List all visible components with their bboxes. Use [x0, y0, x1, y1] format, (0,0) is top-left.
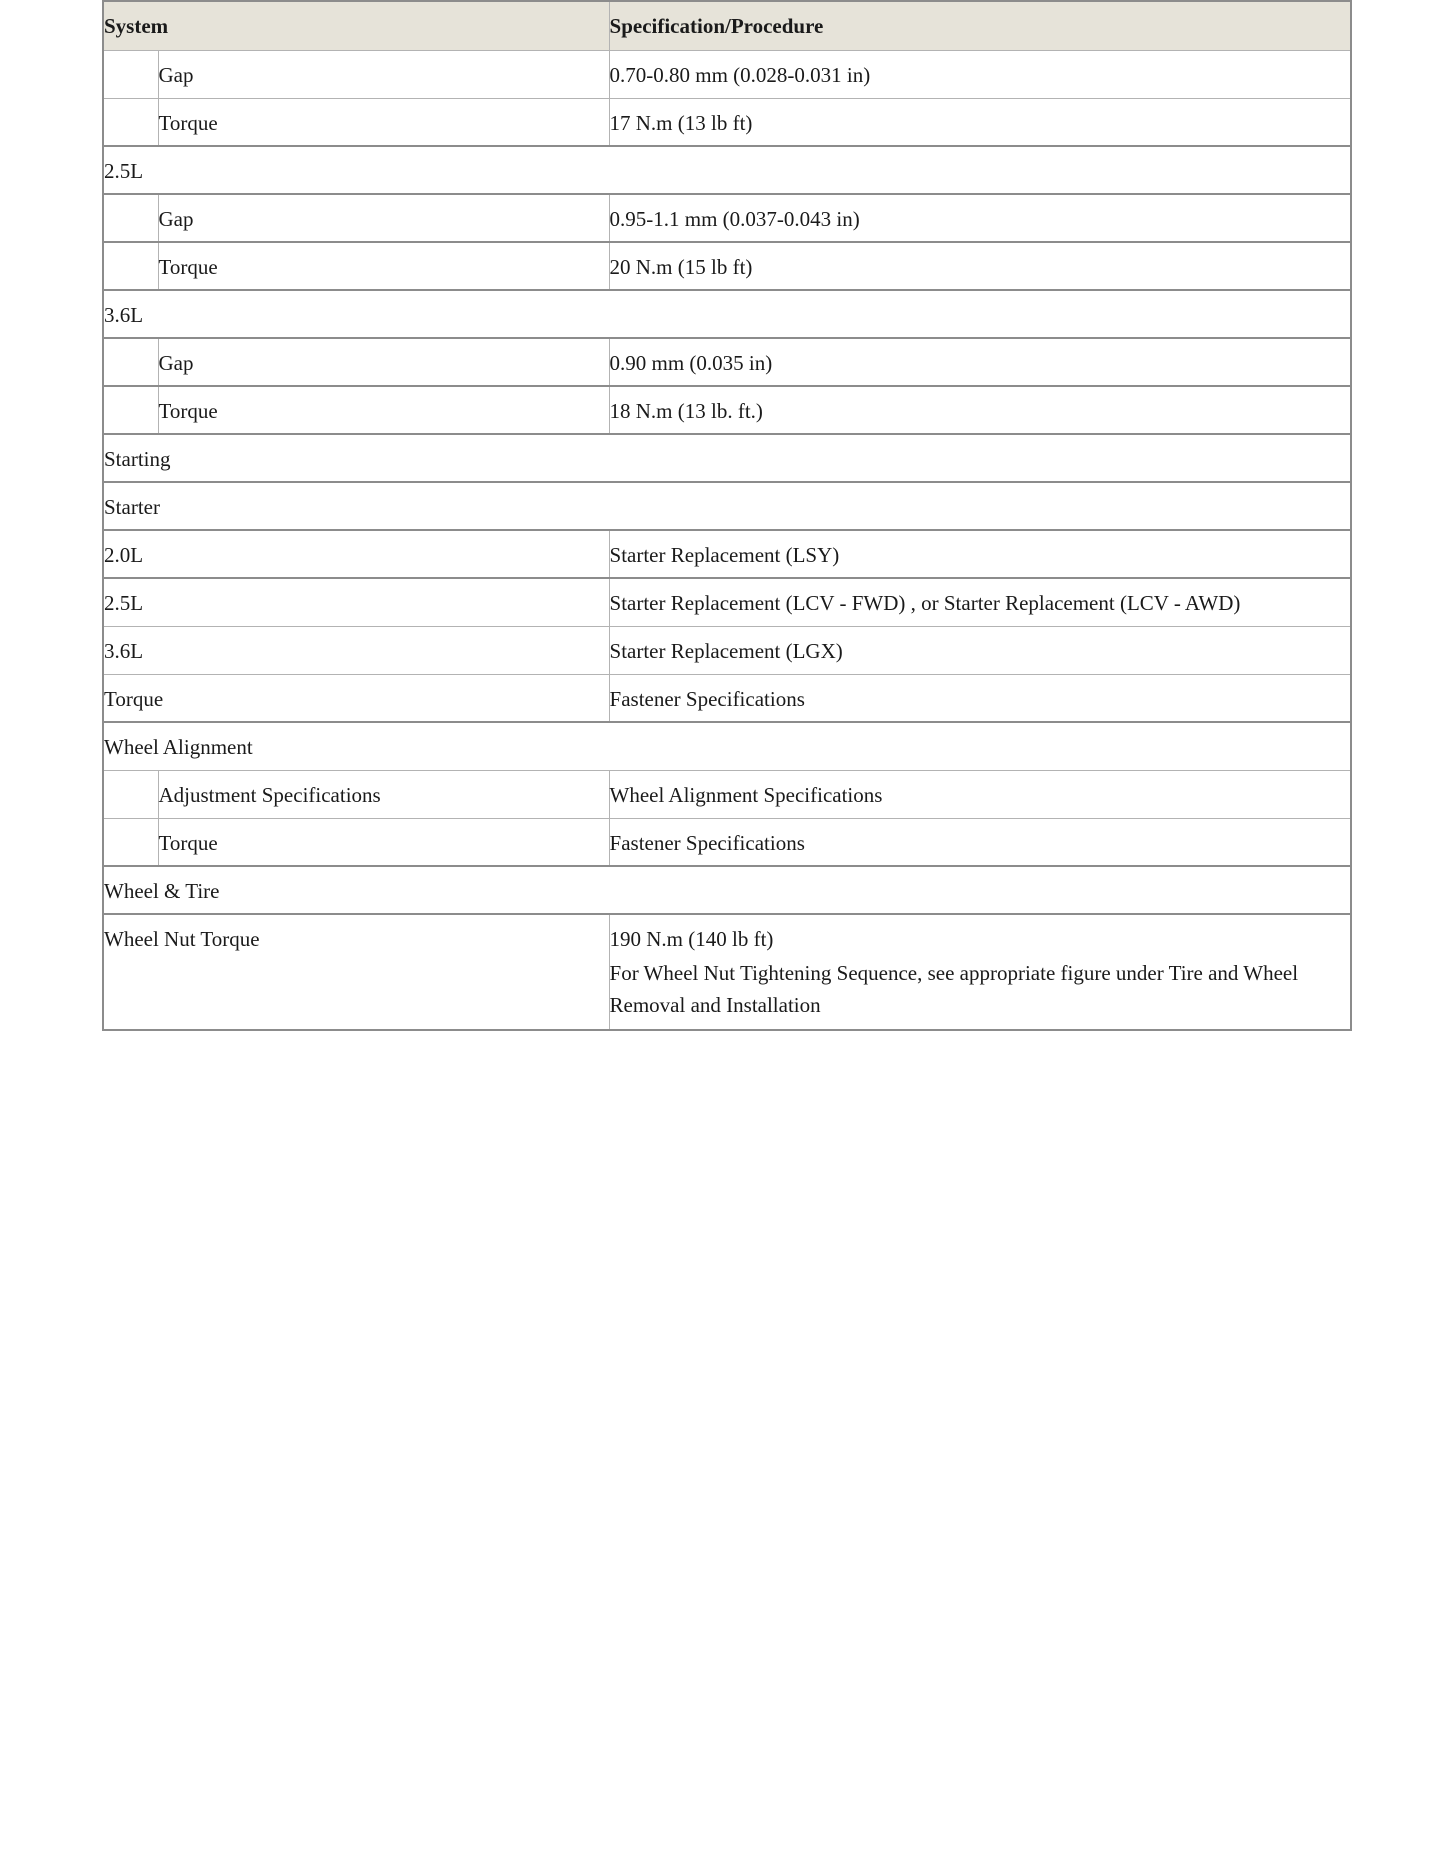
row-label: Gap — [158, 194, 609, 242]
header-system: System — [103, 1, 609, 50]
table-row — [103, 242, 1351, 290]
table-row — [103, 770, 1351, 818]
group-row-2-5l — [103, 146, 1351, 194]
row-value: 18 N.m (13 lb. ft.) — [609, 386, 1351, 434]
row-value: 0.70-0.80 mm (0.028-0.031 in) — [609, 50, 1351, 98]
section-row-wheel-alignment — [103, 722, 1351, 770]
row-value: Starter Replacement (LCV - FWD) , or Starter Replacement (LCV - AWD) — [609, 578, 1351, 626]
indent-cell — [103, 242, 158, 290]
row-label: Adjustment Specifications — [158, 770, 609, 818]
group-label: 2.5L — [103, 146, 1351, 194]
row-label: Torque — [103, 674, 609, 722]
table-row — [103, 674, 1351, 722]
table-row — [103, 530, 1351, 578]
row-label: Wheel Nut Torque — [103, 914, 609, 1030]
indent-cell — [103, 386, 158, 434]
table-row — [103, 386, 1351, 434]
row-value: 17 N.m (13 lb ft) — [609, 98, 1351, 146]
row-value: Starter Replacement (LSY) — [609, 530, 1351, 578]
indent-cell — [103, 98, 158, 146]
row-label: 3.6L — [103, 626, 609, 674]
row-label: Gap — [158, 338, 609, 386]
wheel-nut-sequence-note: For Wheel Nut Tightening Sequence, see appropriate figure under Tire and Wheel Removal and Installation — [609, 961, 1299, 1017]
specification-table — [102, 0, 1352, 1031]
section-row-starting — [103, 434, 1351, 482]
row-label: Torque — [158, 242, 609, 290]
indent-cell — [103, 338, 158, 386]
section-row-wheel-tire — [103, 866, 1351, 914]
table-row — [103, 914, 1351, 1030]
table-row — [103, 626, 1351, 674]
row-label: Torque — [158, 818, 609, 866]
indent-cell — [103, 818, 158, 866]
row-label: 2.5L — [103, 578, 609, 626]
header-specification: Specification/Procedure — [609, 1, 1351, 50]
table-row — [103, 338, 1351, 386]
row-value: Starter Replacement (LGX) — [609, 626, 1351, 674]
table-row — [103, 194, 1351, 242]
row-value: 0.90 mm (0.035 in) — [609, 338, 1351, 386]
row-label: Torque — [158, 98, 609, 146]
row-value: 0.95-1.1 mm (0.037-0.043 in) — [609, 194, 1351, 242]
row-value: Fastener Specifications — [609, 674, 1351, 722]
table-header-row — [103, 1, 1351, 50]
table-row — [103, 818, 1351, 866]
row-value — [609, 914, 1351, 1030]
group-label: Starter — [103, 482, 1351, 530]
row-label: 2.0L — [103, 530, 609, 578]
table-row — [103, 98, 1351, 146]
indent-cell — [103, 194, 158, 242]
row-label: Gap — [158, 50, 609, 98]
table-row — [103, 578, 1351, 626]
row-label: Torque — [158, 386, 609, 434]
section-label: Wheel Alignment — [103, 722, 1351, 770]
indent-cell — [103, 770, 158, 818]
row-value: Wheel Alignment Specifications — [609, 770, 1351, 818]
group-row-3-6l — [103, 290, 1351, 338]
group-label: 3.6L — [103, 290, 1351, 338]
wheel-nut-torque-value: 190 N.m (140 lb ft) — [609, 927, 774, 951]
table-row — [103, 50, 1351, 98]
section-label: Wheel & Tire — [103, 866, 1351, 914]
section-label: Starting — [103, 434, 1351, 482]
row-value: 20 N.m (15 lb ft) — [609, 242, 1351, 290]
group-row-starter — [103, 482, 1351, 530]
row-value: Fastener Specifications — [609, 818, 1351, 866]
indent-cell — [103, 50, 158, 98]
